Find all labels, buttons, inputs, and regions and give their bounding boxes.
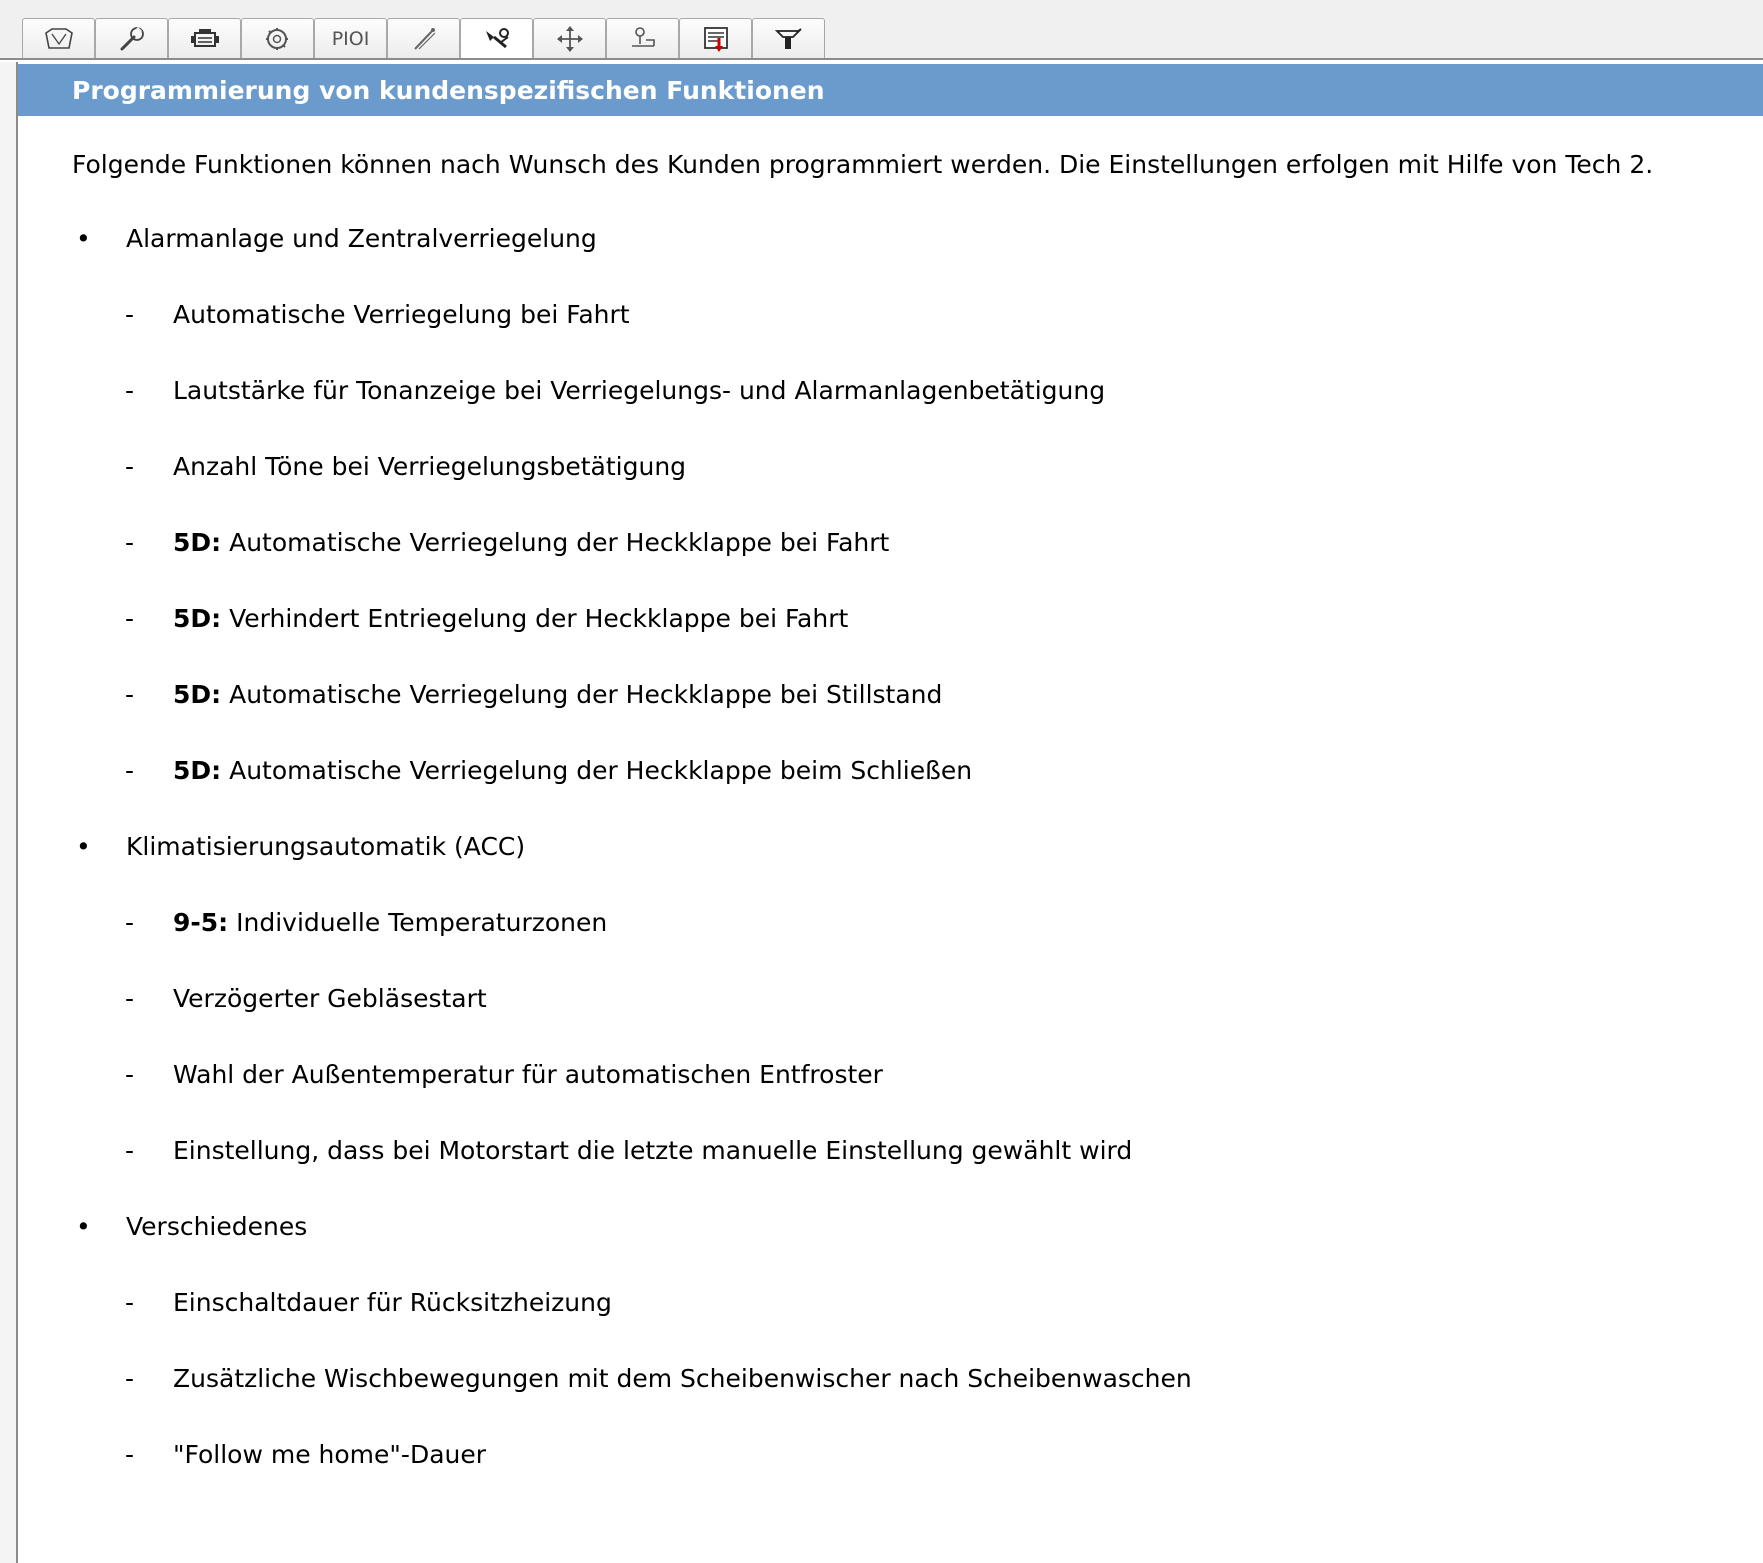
electrical-components-icon (480, 25, 514, 55)
tab-diagnosis[interactable] (679, 18, 752, 59)
list-item-text (173, 1288, 612, 1317)
tab-move[interactable] (533, 18, 606, 59)
list-item-text (173, 1364, 1192, 1393)
item-text: Automatische Verriegelung der Heckklappe bei Fahrt (221, 528, 890, 557)
page-title: Programmierung von kundenspezifischen Funktionen (72, 76, 825, 105)
item-text: "Follow me home"-Dauer (173, 1440, 487, 1469)
tab-electrical[interactable] (460, 18, 533, 60)
section-label: Klimatisierungsautomatik (ACC) (126, 832, 526, 861)
item-prefix: 9-5: (173, 908, 229, 937)
item-text: Individuelle Temperaturzonen (228, 908, 608, 937)
list-item-text (173, 1136, 1132, 1165)
dash-marker: - (125, 1288, 135, 1317)
gearbox-icon (261, 24, 295, 54)
dash-marker: - (125, 528, 135, 557)
move-arrows-icon (553, 24, 587, 54)
title-bar (18, 64, 1763, 116)
item-text: Automatische Verriegelung der Heckklappe beim Schließen (221, 756, 973, 785)
left-frame-shade (0, 62, 16, 1563)
vehicle-body-icon (42, 24, 76, 54)
diagnosis-document-icon (699, 24, 733, 54)
dash-marker: - (125, 604, 135, 633)
tab-engine[interactable] (168, 18, 241, 59)
item-prefix: 5D: (173, 680, 222, 709)
document-content (18, 116, 1763, 1563)
bullet-marker: • (76, 224, 91, 253)
dash-marker: - (125, 1440, 135, 1469)
engine-icon (188, 24, 222, 54)
dash-marker: - (125, 452, 135, 481)
item-text: Verzögerter Gebläsestart (173, 984, 487, 1013)
dash-marker: - (125, 908, 135, 937)
section-label: Alarmanlage und Zentralverriegelung (126, 224, 597, 253)
toolbar (0, 0, 1763, 60)
dash-marker: - (125, 984, 135, 1013)
item-text: Einschaltdauer für Rücksitzheizung (173, 1288, 612, 1317)
list-item-text (173, 604, 848, 633)
tab-vehicle[interactable] (22, 18, 95, 59)
dash-marker: - (125, 680, 135, 709)
tab-gearbox[interactable] (241, 18, 314, 59)
tab-workshop[interactable] (752, 18, 825, 59)
list-item-text (173, 1440, 486, 1469)
section-label: Verschiedenes (126, 1212, 308, 1241)
item-text: Wahl der Außentemperatur für automatischen Entfroster (173, 1060, 883, 1089)
toolbar-divider (0, 58, 1763, 60)
item-text: Anzahl Töne bei Verriegelungsbetätigung (173, 452, 687, 481)
list-item-text (173, 528, 889, 557)
list-item-text (173, 908, 607, 937)
dash-marker: - (125, 1364, 135, 1393)
intro-text: Folgende Funktionen können nach Wunsch des Kunden programmiert werden. Die Einstellungen erfolgen mit Hilfe von Tech 2. (72, 150, 1654, 179)
list-item-text (173, 300, 630, 329)
item-text: Verhindert Entriegelung der Heckklappe bei Fahrt (221, 604, 849, 633)
item-prefix: 5D: (173, 528, 222, 557)
tab-wrench[interactable] (95, 18, 168, 59)
item-text: Automatische Verriegelung bei Fahrt (173, 300, 630, 329)
toolbar-tabs (22, 18, 825, 59)
cable-icon (407, 24, 441, 54)
dash-marker: - (125, 756, 135, 785)
list-item-text (173, 1060, 883, 1089)
list-item-text (173, 984, 487, 1013)
tab-cable[interactable] (387, 18, 460, 59)
list-item-text (173, 756, 972, 785)
list-item-text (173, 680, 942, 709)
item-text: Einstellung, dass bei Motorstart die letzte manuelle Einstellung gewählt wird (173, 1136, 1133, 1165)
dash-marker: - (125, 1060, 135, 1089)
item-prefix: 5D: (173, 756, 222, 785)
tab-pioi[interactable] (314, 18, 387, 59)
pioi-label: PIOI (331, 28, 370, 50)
item-text: Zusätzliche Wischbewegungen mit dem Scheibenwischer nach Scheibenwaschen (173, 1364, 1192, 1393)
dash-marker: - (125, 300, 135, 329)
bullet-marker: • (76, 832, 91, 861)
dash-marker: - (125, 376, 135, 405)
item-text: Automatische Verriegelung der Heckklappe bei Stillstand (221, 680, 943, 709)
item-prefix: 5D: (173, 604, 222, 633)
list-item-text (173, 452, 686, 481)
item-text: Lautstärke für Tonanzeige bei Verriegelungs- und Alarmanlagenbetätigung (173, 376, 1106, 405)
tab-tool[interactable] (606, 18, 679, 59)
list-item-text (173, 376, 1105, 405)
bullet-marker: • (76, 1212, 91, 1241)
wrench-icon (115, 24, 149, 54)
dash-marker: - (125, 1136, 135, 1165)
workshop-equipment-icon (772, 24, 806, 54)
special-tool-icon (626, 24, 660, 54)
